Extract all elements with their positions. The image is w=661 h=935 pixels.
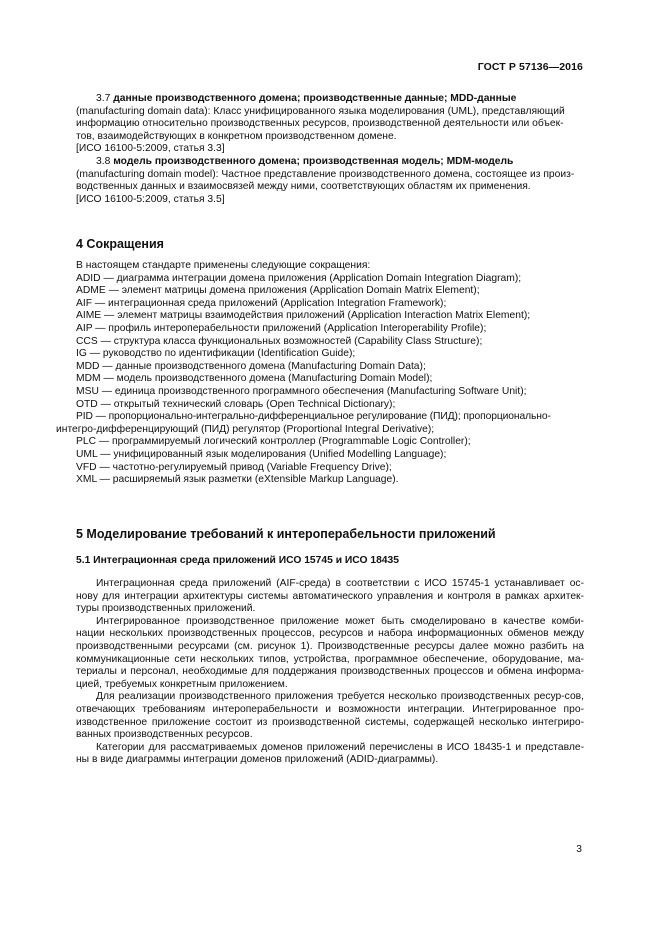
term-source: [ИСО 16100-5:2009, статья 3.5] <box>76 193 225 205</box>
abbreviation-item: AIF — интеграционная среда приложений (Application Integration Framework); <box>76 297 447 309</box>
abbreviation-item: PLC — программируемый логический контроллер (Programmable Logic Controller); <box>76 436 471 448</box>
abbreviation-item: XML — расширяемый язык разметки (eXtensible Markup Language). <box>76 474 399 486</box>
paragraph: Интегрированное производственное приложение может быть смоделировано в качестве комби-нации нескольких производственных процессов, ресурсов и набора информационных обменов между производственными ресурсами (см. рисунок 1). Производственные ресурсы далее можно разбить на коммуникационные сети нескольких типов, устройства, программное обеспечение, оборудование, ма-териалы и персонал, необходимые для поддержания производственных процессов и обмена информа-цией, требуемых конкретным приложением. <box>76 615 584 690</box>
term-number: 3.8 <box>96 156 111 167</box>
term-3-7-heading <box>76 93 584 106</box>
paragraph: Категории для рассматриваемых доменов приложений перечислены в ИСО 18435-1 и представле-ны в виде диаграммы интеграции доменов приложений (ADID-диаграммы). <box>76 741 584 766</box>
subsection-5-1-title: 5.1 Интеграционная среда приложений ИСО 15745 и ИСО 18435 <box>76 555 399 566</box>
term-line: тов, взаимодействующих в конкретном производственном домене. <box>76 130 397 142</box>
abbreviation-item-pid: PID — пропорционально-интегрально-дифференциальное регулирование (ПИД); пропорционально- <box>76 411 551 423</box>
term-source: [ИСО 16100-5:2009, статья 3.3] <box>76 143 225 155</box>
term-line: информацию относительно производственных ресурсов, производственной деятельности или объек- <box>76 118 564 130</box>
term-line: водственных данных и взаимосвязей между ними, соответствующих областям их применения. <box>76 181 531 193</box>
abbreviation-item: IG — руководство по идентификации (Identification Guide); <box>76 348 356 360</box>
abbreviation-item: MDD — данные производственного домена (Manufacturing Domain Data); <box>76 360 426 372</box>
term-3-8-heading <box>76 156 584 169</box>
section-4-title: 4 Сокращения <box>76 237 164 251</box>
abbreviations-intro: В настоящем стандарте применены следующие сокращения: <box>76 260 371 271</box>
abbreviation-item-pid-cont: интегро-дифференцирующий (ПИД) регулятор (Proportional Integral Derivative); <box>56 423 435 435</box>
abbreviation-item: OTD — открытый технический словарь (Open Technical Dictionary); <box>76 398 396 410</box>
document-code: ГОСТ Р 57136—2016 <box>477 61 583 73</box>
term-line: (manufacturing domain model): Частное представление производственного домена, состоящее из произ- <box>76 168 575 180</box>
paragraph: Интеграционная среда приложений (AIF-среда) в соответствии с ИСО 15745-1 устанавливает ос-новy для интеграции архитектуры системы автоматического управления и контроля в рамках архитек-туры производственных приложений. <box>76 578 584 615</box>
abbreviation-item: VFD — частотно-регулируемый привод (Variable Frequency Drive); <box>76 461 392 473</box>
paragraph: Для реализации производственного приложения требуется несколько производственных ресур-сов, отвечающих требованиям интероперабельности и возможности интеграции. Интегрированное про-изводственное приложение состоит из производственной системы, содержащей несколько интегриро-ванных производственных ресурсов. <box>76 691 584 741</box>
abbreviation-item: AIME — элемент матрицы взаимодействия приложений (Application Interaction Matrix Element); <box>76 310 531 322</box>
term-title: данные производственного домена; производственные данные; MDD-данные <box>113 93 517 104</box>
term-3-7 <box>76 93 584 156</box>
term-number: 3.7 <box>96 93 111 104</box>
term-3-8 <box>76 156 584 206</box>
abbreviation-item: AIP — профиль интероперабельности приложений (Application Interoperability Profile); <box>76 322 487 334</box>
abbreviation-item: ADME — элемент матрицы домена приложения (Application Domain Matrix Element); <box>76 285 480 297</box>
abbreviation-item: MDM — модель производственного домена (Manufacturing Domain Model); <box>76 373 433 385</box>
abbreviation-item: UML — унифицированный язык моделирования (Unified Modelling Language); <box>76 448 447 460</box>
term-title: модель производственного домена; производственная модель; MDM-модель <box>113 156 514 167</box>
section-5-1-body <box>76 578 584 767</box>
abbreviation-item: ADID — диаграмма интеграции домена приложения (Application Domain Integration Diagram); <box>76 272 522 284</box>
abbreviation-item: CCS — структура класса функциональных возможностей (Capability Class Structure); <box>76 335 483 347</box>
page-number: 3 <box>576 844 582 855</box>
section-5-title: 5 Моделирование требований к интероперабельности приложений <box>76 527 496 541</box>
abbreviation-item: MSU — единица производственного программного обеспечения (Manufacturing Software Unit); <box>76 385 527 397</box>
term-line: (manufacturing domain data): Класс унифицированного языка моделирования (UML), представляющий <box>76 105 565 117</box>
abbreviations-list <box>56 260 584 487</box>
